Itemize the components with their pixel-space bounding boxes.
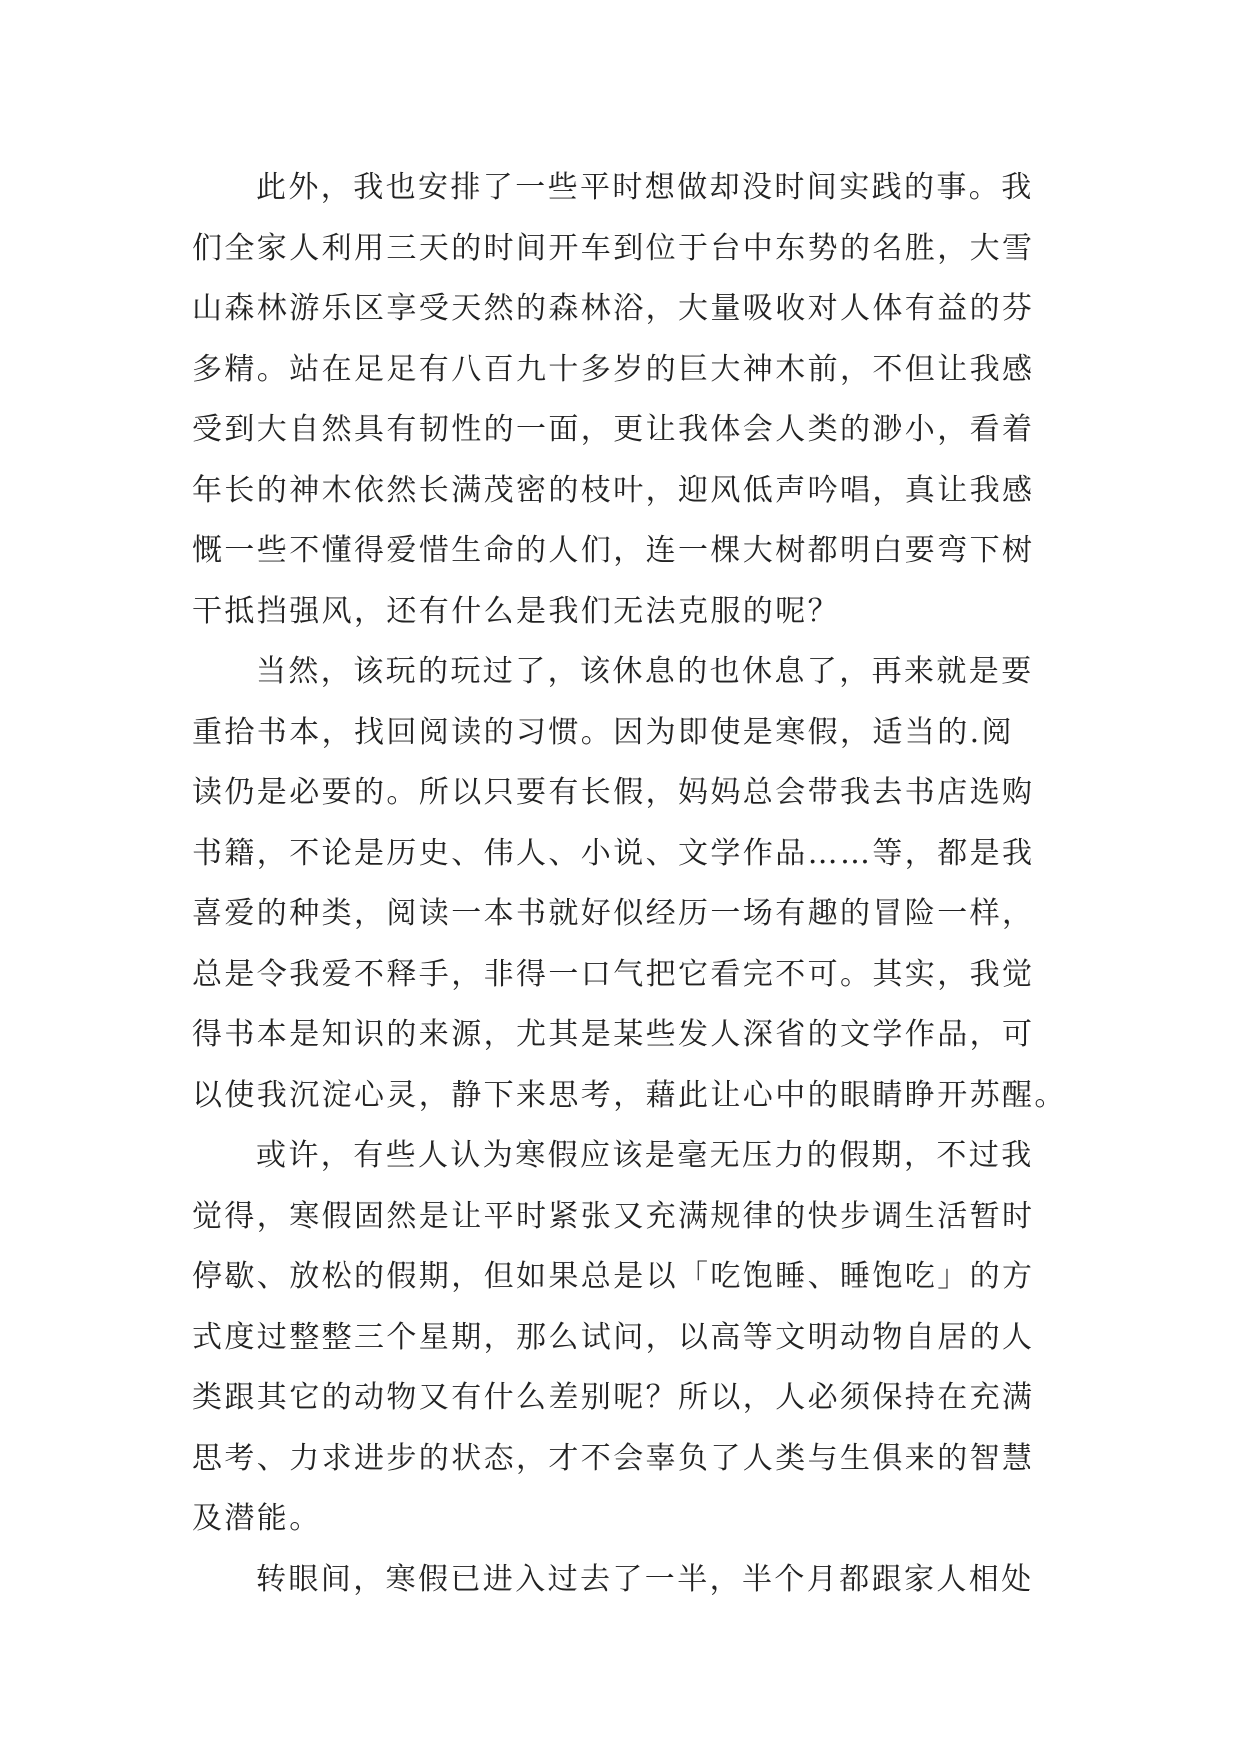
text-line: 式度过整整三个星期，那么试问，以高等文明动物自居的人 [192,1319,1035,1355]
text-line: 此外，我也安排了一些平时想做却没时间实践的事。我 [256,170,1034,205]
paragraph-3 [192,1126,1052,1550]
text-line: 读仍是必要的。所以只要有长假，妈妈总会带我去书店选购 [192,775,1035,810]
text-line: 当然，该玩的玩过了，该休息的也休息了，再来就是要 [256,654,1034,689]
text-line: 书籍，不论是历史、伟人、小说、文学作品……等，都是我 [192,835,1035,871]
paragraph-4 [192,1550,1052,1611]
text-line: 年长的神木依然长满茂密的枝叶，迎风低声吟唱，真让我感 [192,472,1035,508]
text-line: 觉得，寒假固然是让平时紧张又充满规律的快步调生活暂时 [192,1198,1035,1234]
paragraph-2 [192,642,1067,1126]
text-line: 喜爱的种类，阅读一本书就好似经历一场有趣的冒险一样， [192,896,1035,931]
text-line: 慨一些不懂得爱惜生命的人们，连一棵大树都明白要弯下树 [192,533,1035,568]
text-line: 停歇、放松的假期，但如果总是以「吃饱睡、睡饱吃」的方 [192,1259,1035,1294]
text-line: 多精。站在足足有八百九十多岁的巨大神木前，不但让我感 [192,351,1035,387]
paragraph-1 [192,158,1052,642]
text-line: 得书本是知识的来源，尤其是某些发人深省的文学作品，可 [192,1017,1035,1052]
text-line: 类跟其它的动物又有什么差别呢？所以，人必须保持在充满 [192,1380,1035,1415]
text-line: 总是令我爱不释手，非得一口气把它看完不可。其实，我觉 [192,956,1035,992]
document-body [192,158,1067,1610]
text-line: 思考、力求进步的状态，才不会辜负了人类与生俱来的智慧 [192,1440,1035,1476]
text-line: 重拾书本，找回阅读的习惯。因为即使是寒假，适当的.阅 [192,714,1014,750]
text-line: 干抵挡强风，还有什么是我们无法克服的呢？ [192,593,840,629]
text-line: 转眼间，寒假已进入过去了一半，半个月都跟家人相处 [256,1561,1034,1597]
text-line: 受到大自然具有韧性的一面，更让我体会人类的渺小，看着 [192,412,1035,447]
text-line: 山森林游乐区享受天然的森林浴，大量吸收对人体有益的芬 [192,291,1035,326]
text-line: 及潜能。 [192,1501,322,1536]
text-line: 们全家人利用三天的时间开车到位于台中东势的名胜，大雪 [192,230,1035,266]
text-line: 以使我沉淀心灵，静下来思考，藉此让心中的眼睛睁开苏醒。 [192,1077,1067,1113]
text-line: 或许，有些人认为寒假应该是毫无压力的假期，不过我 [256,1138,1034,1173]
